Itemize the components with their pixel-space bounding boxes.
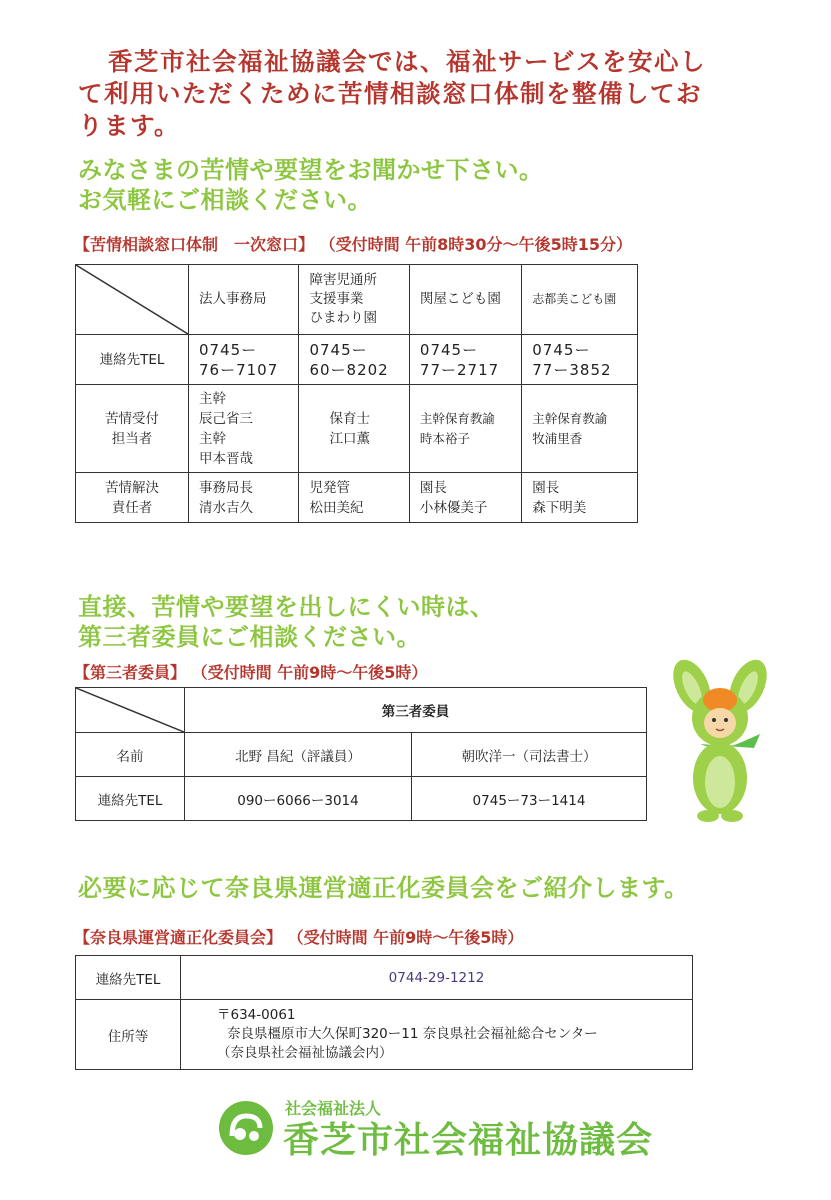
section-2-title (74, 660, 427, 683)
intro-line-2: て利用いただくために苦情相談窓口体制を整備してお (78, 79, 702, 108)
table2-row-label: 名前 (76, 733, 185, 777)
address-line: 〒634-0061 (217, 1007, 296, 1023)
section-2-hours: （受付時間 午前9時～午後5時） (191, 663, 428, 682)
table1-cell: 0745ー 77ー2717 (409, 335, 521, 385)
section-1-hours: （受付時間 午前8時30分～午後5時15分） (319, 235, 632, 254)
heading-3 (78, 873, 689, 903)
table1-cell: 0745ー 76ー7107 (189, 335, 299, 385)
table1-cell: 主幹保育教諭 時本裕子 (409, 385, 521, 473)
intro-text (78, 46, 768, 142)
table2-corner (76, 688, 185, 733)
organization-logo-icon (218, 1100, 274, 1156)
heading-3-line-1: 必要に応じて奈良県運営適正化委員会をご紹介します。 (78, 874, 689, 902)
complaint-window-table (75, 264, 638, 523)
table1-cell: 0745ー 77ー3852 (522, 335, 638, 385)
heading-2-line-1: 直接、苦情や要望を出しにくい時は、 (78, 593, 495, 621)
address-line: 奈良県橿原市大久保町320ー11 奈良県社会福祉総合センター (227, 1026, 598, 1042)
table1-cell: 園長 森下明美 (522, 473, 638, 523)
table1-row-label: 苦情受付 担当者 (76, 385, 189, 473)
table1-col-header: 法人事務局 (189, 265, 299, 335)
table1-col-header: 関屋こども園 (409, 265, 521, 335)
intro-line-3: ります。 (78, 111, 181, 140)
table2-cell: 0745ー73ー1414 (412, 777, 647, 821)
section-3-label: 【奈良県運営適正化委員会】 (74, 928, 283, 947)
table3-tel-label: 連絡先TEL (76, 956, 181, 1000)
table1-col-header: 障害児通所 支援事業 ひまわり園 (299, 265, 409, 335)
table2-cell: 朝吹洋一（司法書士） (412, 733, 647, 777)
table1-cell: 0745ー 60ー8202 (299, 335, 409, 385)
table1-cell: 児発管 松田美紀 (299, 473, 409, 523)
section-1-title (74, 232, 632, 255)
table2-cell: 090ー6066ー3014 (185, 777, 412, 821)
table1-corner (76, 265, 189, 335)
section-2-label: 【第三者委員】 (74, 663, 187, 682)
mascot-illustration (670, 656, 770, 826)
table1-cell: 主幹 辰己省三 主幹 甲本晋哉 (189, 385, 299, 473)
heading-1-line-2: お気軽にご相談ください。 (78, 186, 372, 214)
table1-cell: 事務局長 清水吉久 (189, 473, 299, 523)
table2-header: 第三者委員 (185, 688, 647, 733)
heading-1-line-1: みなさまの苦情や要望をお聞かせ下さい。 (78, 156, 544, 184)
table1-row-label: 連絡先TEL (76, 335, 189, 385)
third-party-table (75, 687, 647, 821)
heading-2 (78, 592, 495, 652)
section-3-hours: （受付時間 午前9時～午後5時） (287, 928, 524, 947)
table2-cell: 北野 昌紀（評議員） (185, 733, 412, 777)
section-1-label: 【苦情相談窓口体制 一次窓口】 (74, 235, 315, 254)
heading-1 (78, 155, 544, 215)
table1-row-label: 苦情解決 責任者 (76, 473, 189, 523)
prefecture-committee-table (75, 955, 693, 1070)
table2-row-label: 連絡先TEL (76, 777, 185, 821)
logo-subtitle: 社会福祉法人 (285, 1099, 382, 1118)
table1-cell: 園長 小林優美子 (409, 473, 521, 523)
section-3-title (74, 925, 523, 948)
table3-address-label: 住所等 (76, 1000, 181, 1070)
table1-col-header: 志都美こども園 (522, 265, 638, 335)
table3-address-value (181, 1000, 693, 1070)
table3-tel-value: 0744-29-1212 (181, 956, 693, 1000)
intro-line-1: 香芝市社会福祉協議会では、福祉サービスを安心し (108, 47, 706, 76)
logo-title: 香芝市社会福祉協議会 (283, 1120, 654, 1161)
table1-cell: 保育士 江口薫 (299, 385, 409, 473)
heading-2-line-2: 第三者委員にご相談ください。 (78, 623, 421, 651)
address-line: （奈良県社会福祉協議会内） (217, 1045, 393, 1061)
table1-cell: 主幹保育教諭 牧浦里香 (522, 385, 638, 473)
